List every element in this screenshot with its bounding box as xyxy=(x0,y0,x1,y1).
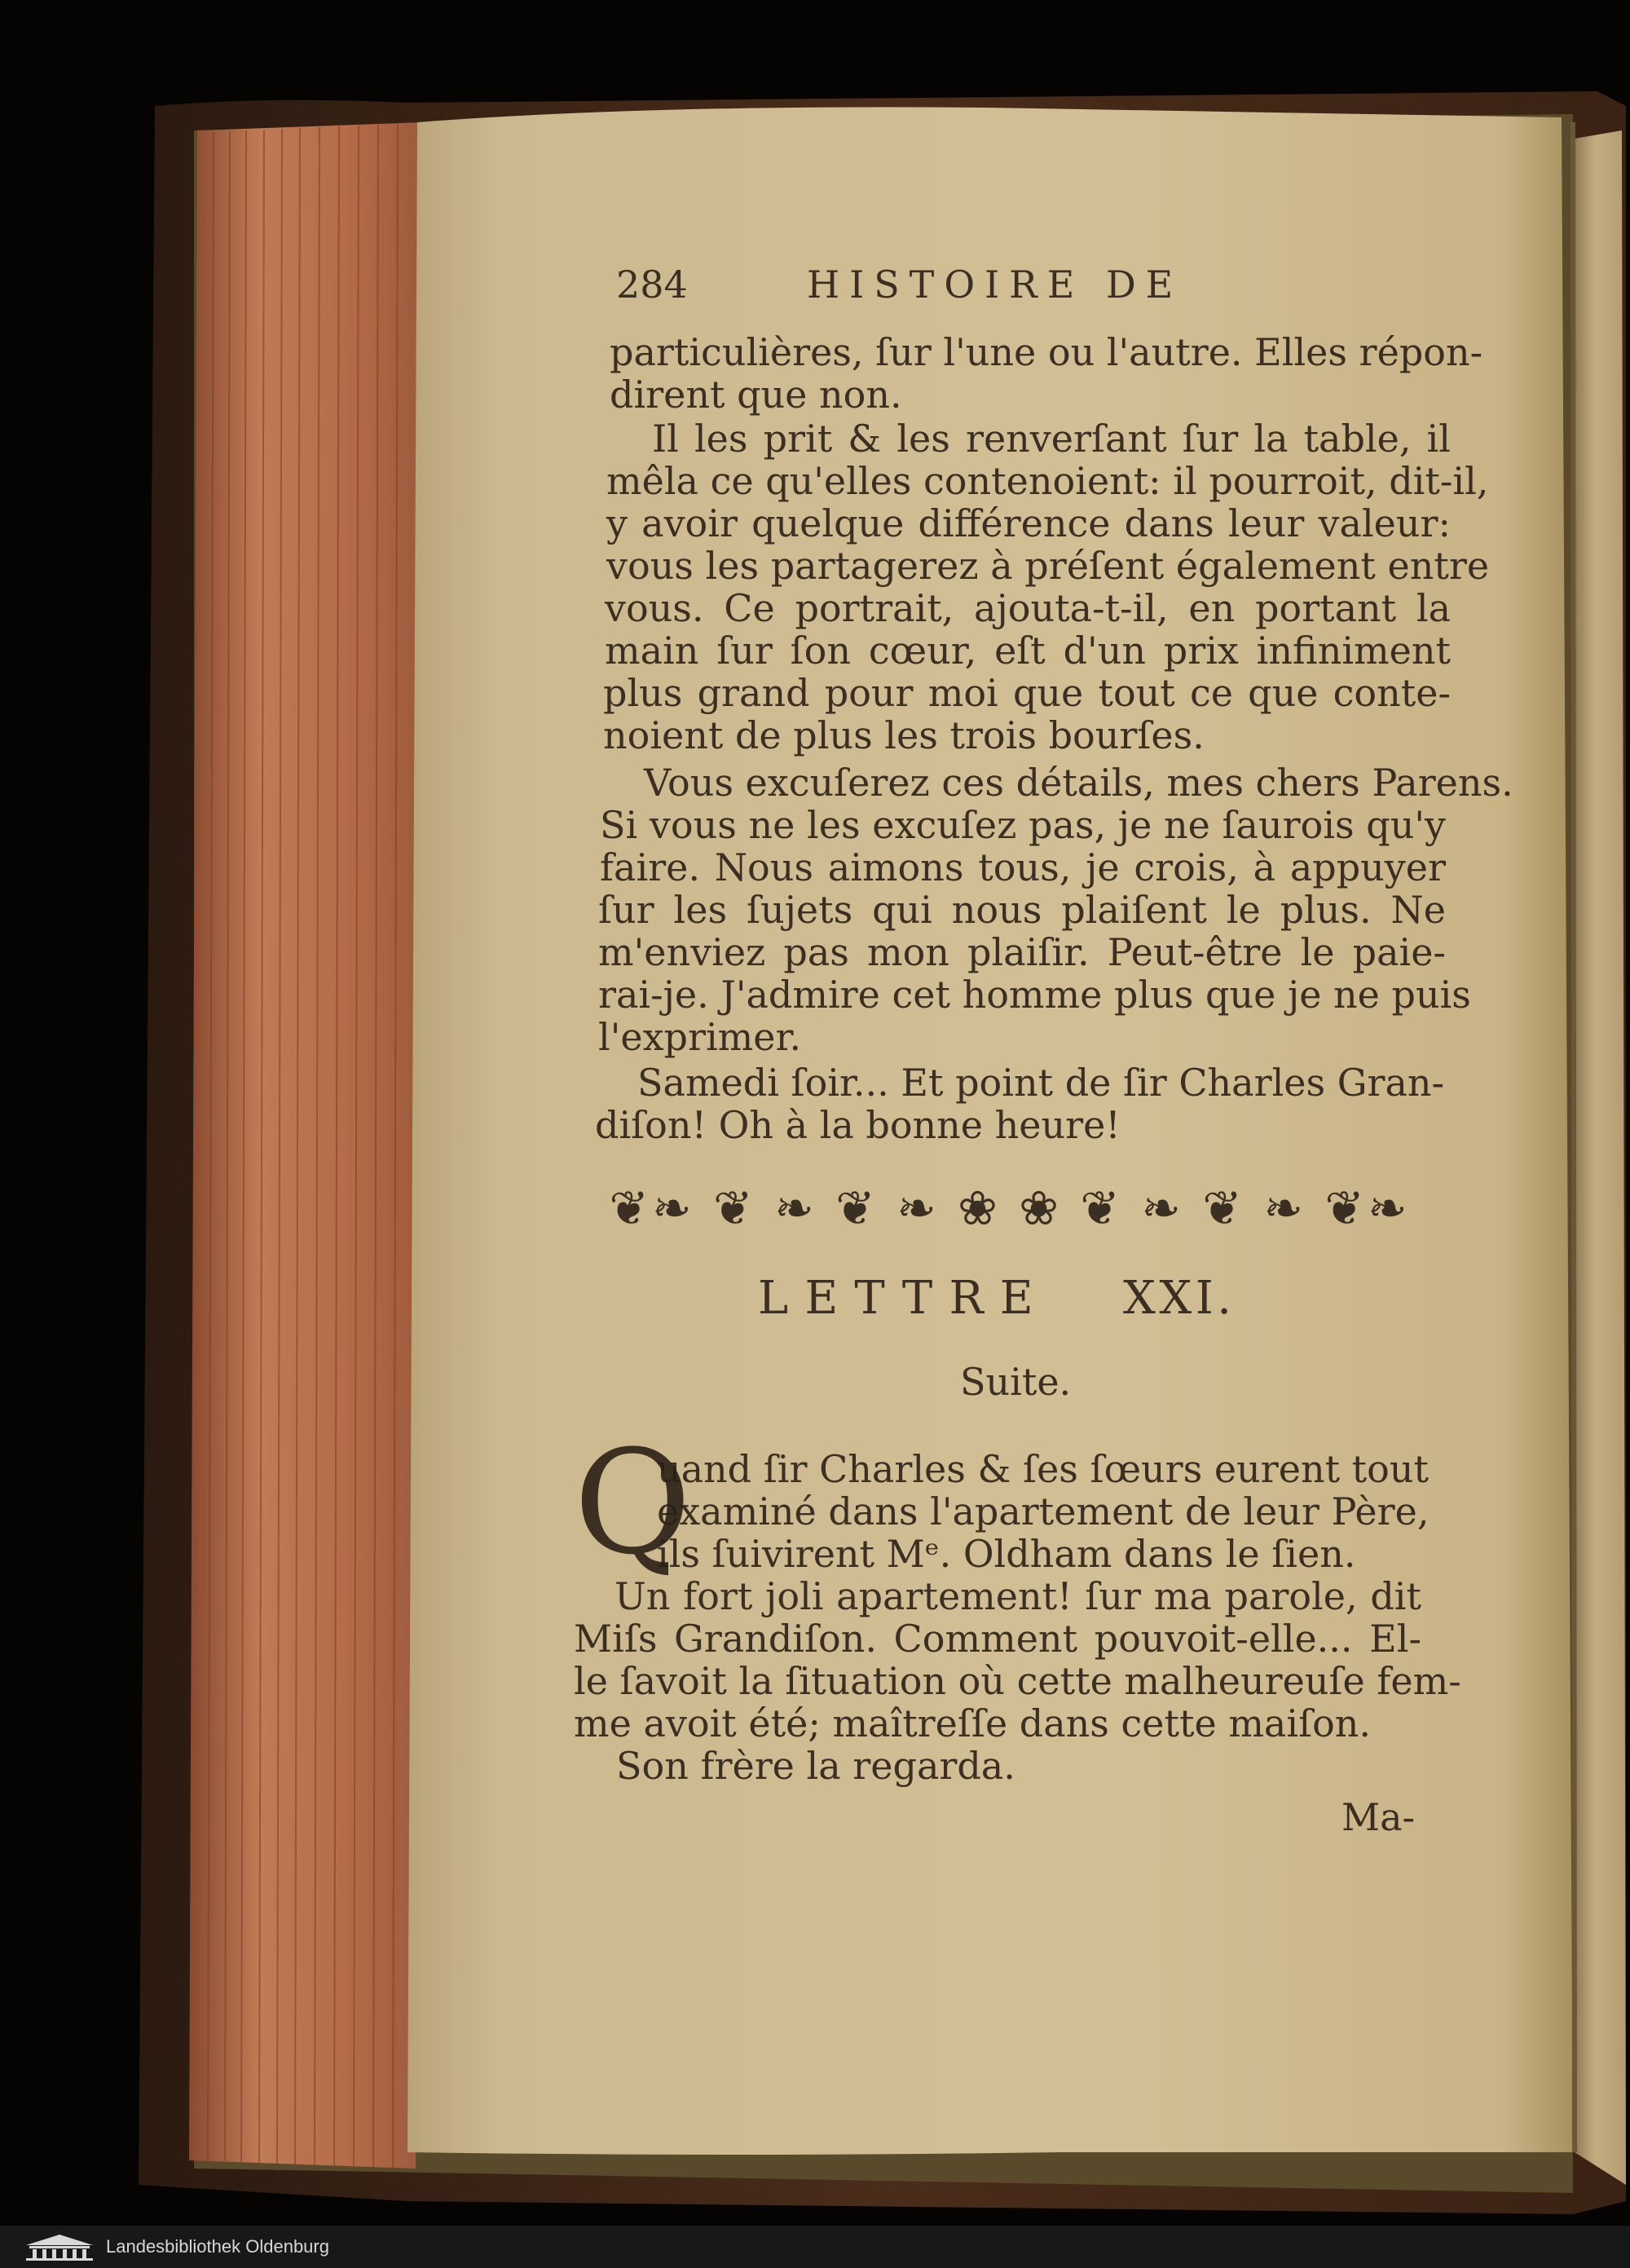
text-line: plus grand pour moi que tout ce que conte- xyxy=(603,671,1451,715)
text-line: main ſur ſon cœur, eſt d'un prix infiniment xyxy=(605,629,1451,673)
text-line: Son frère la regarda. xyxy=(616,1744,1015,1788)
page-fore-edge xyxy=(189,122,424,2169)
text-line: me avoit été; maîtreſſe dans cette maiſon. xyxy=(574,1701,1372,1745)
text-line: Vous excuſerez ces détails, mes chers Parens. xyxy=(644,761,1513,805)
text-line: noient de plus les trois bourſes. xyxy=(603,713,1205,757)
text-line: examiné dans l'apartement de leur Père, xyxy=(657,1489,1430,1533)
text-line: vous. Ce portrait, ajouta-t-il, en portant la xyxy=(605,586,1451,630)
text-line: ils ſuivirent Mᵉ. Oldham dans le ſien. xyxy=(657,1532,1356,1576)
drop-cap: Q xyxy=(574,1419,692,1586)
text-line: Si vous ne les excuſez pas, je ne ſaurois qu'y xyxy=(600,803,1446,847)
letter-heading-number: XXI. xyxy=(1123,1272,1236,1325)
text-line: uand ſir Charles & ſes ſœurs eurent tout xyxy=(657,1447,1429,1491)
text-line: rai-je. J'admire cet homme plus que je ne puis xyxy=(598,973,1471,1017)
gutter xyxy=(1573,122,1575,2152)
text-line: y avoir quelque différence dans leur valeur: xyxy=(606,501,1451,545)
text-line: mêla ce qu'elles contenoient: il pourroit, dit-il, xyxy=(606,459,1489,503)
text-line: diſon! Oh à la bonne heure! xyxy=(595,1103,1121,1147)
text-line: particulières, ſur l'une ou l'autre. Elles répon- xyxy=(610,330,1483,374)
library-building-icon xyxy=(23,2232,96,2261)
text-line: le ſavoit la ſituation où cette malheureuſe fem- xyxy=(574,1659,1461,1703)
text-line: Miſs Grandiſon. Comment pouvoit-elle... El- xyxy=(574,1617,1421,1661)
text-line: Samedi ſoir... Et point de ſir Charles Gran- xyxy=(637,1061,1445,1105)
text-line: faire. Nous aimons tous, je crois, à appuyer xyxy=(600,845,1446,889)
letter-subtitle: Suite. xyxy=(960,1360,1072,1404)
right-page-edge xyxy=(1575,130,1626,2185)
text-line: vous les partagerez à préſent également entre xyxy=(606,544,1490,588)
text-line: ſur les ſujets qui nous plaiſent le plus. Ne xyxy=(598,888,1446,932)
text-line: l'exprimer. xyxy=(598,1015,802,1059)
page-number: 284 xyxy=(616,263,688,307)
running-head: HISTOIRE DE xyxy=(807,263,1183,307)
footer-bar xyxy=(0,2226,1630,2268)
catchword: Ma- xyxy=(1341,1795,1416,1839)
text-line: dirent que non. xyxy=(610,373,902,417)
text-line: Il les prit & les renverſant ſur la table, il xyxy=(652,417,1451,461)
text-line: Un fort joli apartement! ſur ma parole, dit xyxy=(615,1574,1421,1618)
text-line: m'enviez pas mon plaiſir. Peut-être le paie- xyxy=(598,930,1446,974)
letter-heading-word: LETTRE xyxy=(758,1272,1050,1325)
institution-name: Landesbibliothek Oldenburg xyxy=(106,2236,329,2257)
ornament-band: ❦❧ ❦ ❧ ❦ ❧ ❀ ❀ ❦ ❧ ❦ ❧ ❦❧ xyxy=(609,1180,1411,1236)
